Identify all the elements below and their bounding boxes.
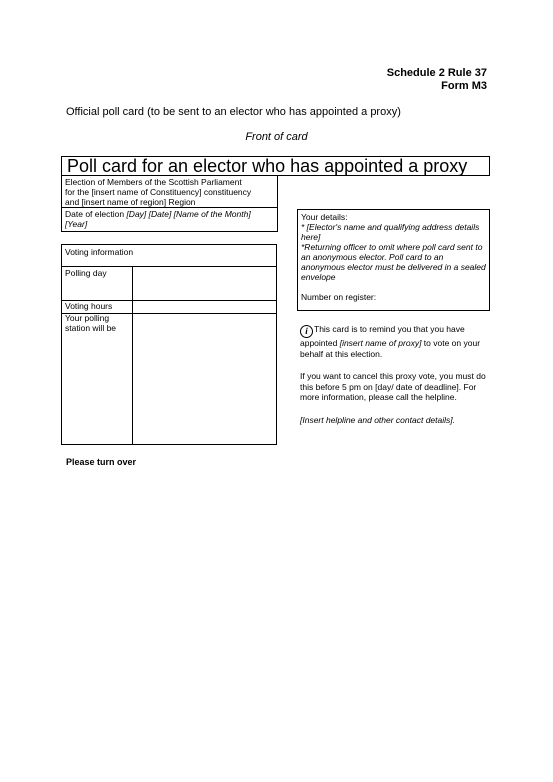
intro-text: Official poll card (to be sent to an elector who has appointed a proxy) — [66, 106, 401, 118]
card-title: Poll card for an elector who has appointed a proxy — [61, 156, 490, 176]
election-line-1: Election of Members of the Scottish Parliament — [65, 177, 242, 187]
voting-info-header: Voting information — [65, 247, 134, 257]
details-register-number: Number on register: — [301, 292, 377, 302]
your-details-box — [297, 209, 490, 311]
please-turn-over: Please turn over — [66, 457, 137, 467]
cancel-proxy-text: If you want to cancel this proxy vote, you must do this before 5 pm on [day/ date of deadline]. For more information, please call the helpline. — [300, 371, 486, 402]
date-prefix: Date of election — [65, 209, 127, 219]
date-placeholder: [Day] [Date] [Name of the Month] — [126, 209, 251, 219]
info-icon: i — [300, 325, 313, 338]
form-reference — [387, 67, 487, 93]
polling-day-label: Polling day — [65, 268, 107, 278]
details-returning-officer-note: *Returning officer to omit where poll card sent to an anonymous elector. Poll card to an anonymous elector must be delivered in a sealed envelope — [301, 242, 486, 282]
helpline-placeholder: [Insert helpline and other contact details]. — [300, 414, 455, 425]
front-of-card-label: Front of card — [245, 131, 308, 143]
details-label: Your details: — [301, 212, 348, 222]
polling-day-row — [62, 266, 276, 301]
election-date-box — [61, 208, 278, 232]
polling-station-label: Your polling station will be — [65, 313, 117, 333]
voting-information-table — [61, 244, 277, 445]
election-line-2: for the [insert name of Constituency] constituency — [65, 187, 252, 197]
reminder-text: i This card is to remind you that you have appointed [insert name of proxy] to vote on your behalf at this election. If you want to cancel this proxy vote, you must do this before 5 pm on [day/ date of deadline]. For more information, please call the helpline. [Insert helpline and other contact details]. — [300, 324, 490, 437]
schedule-rule: Schedule 2 Rule 37 — [386, 67, 487, 79]
details-name-placeholder: * [Elector's name and qualifying address details here] — [301, 222, 480, 242]
election-box — [61, 176, 278, 208]
election-line-3: and [insert name of region] Region — [65, 197, 196, 207]
voting-hours-row — [62, 300, 276, 314]
proxy-name-placeholder: [insert name of proxy] — [339, 338, 422, 348]
date-year: [Year] — [65, 219, 88, 229]
voting-info-header-row — [62, 245, 276, 267]
form-number: Form M3 — [441, 80, 487, 92]
voting-hours-label: Voting hours — [65, 301, 113, 311]
